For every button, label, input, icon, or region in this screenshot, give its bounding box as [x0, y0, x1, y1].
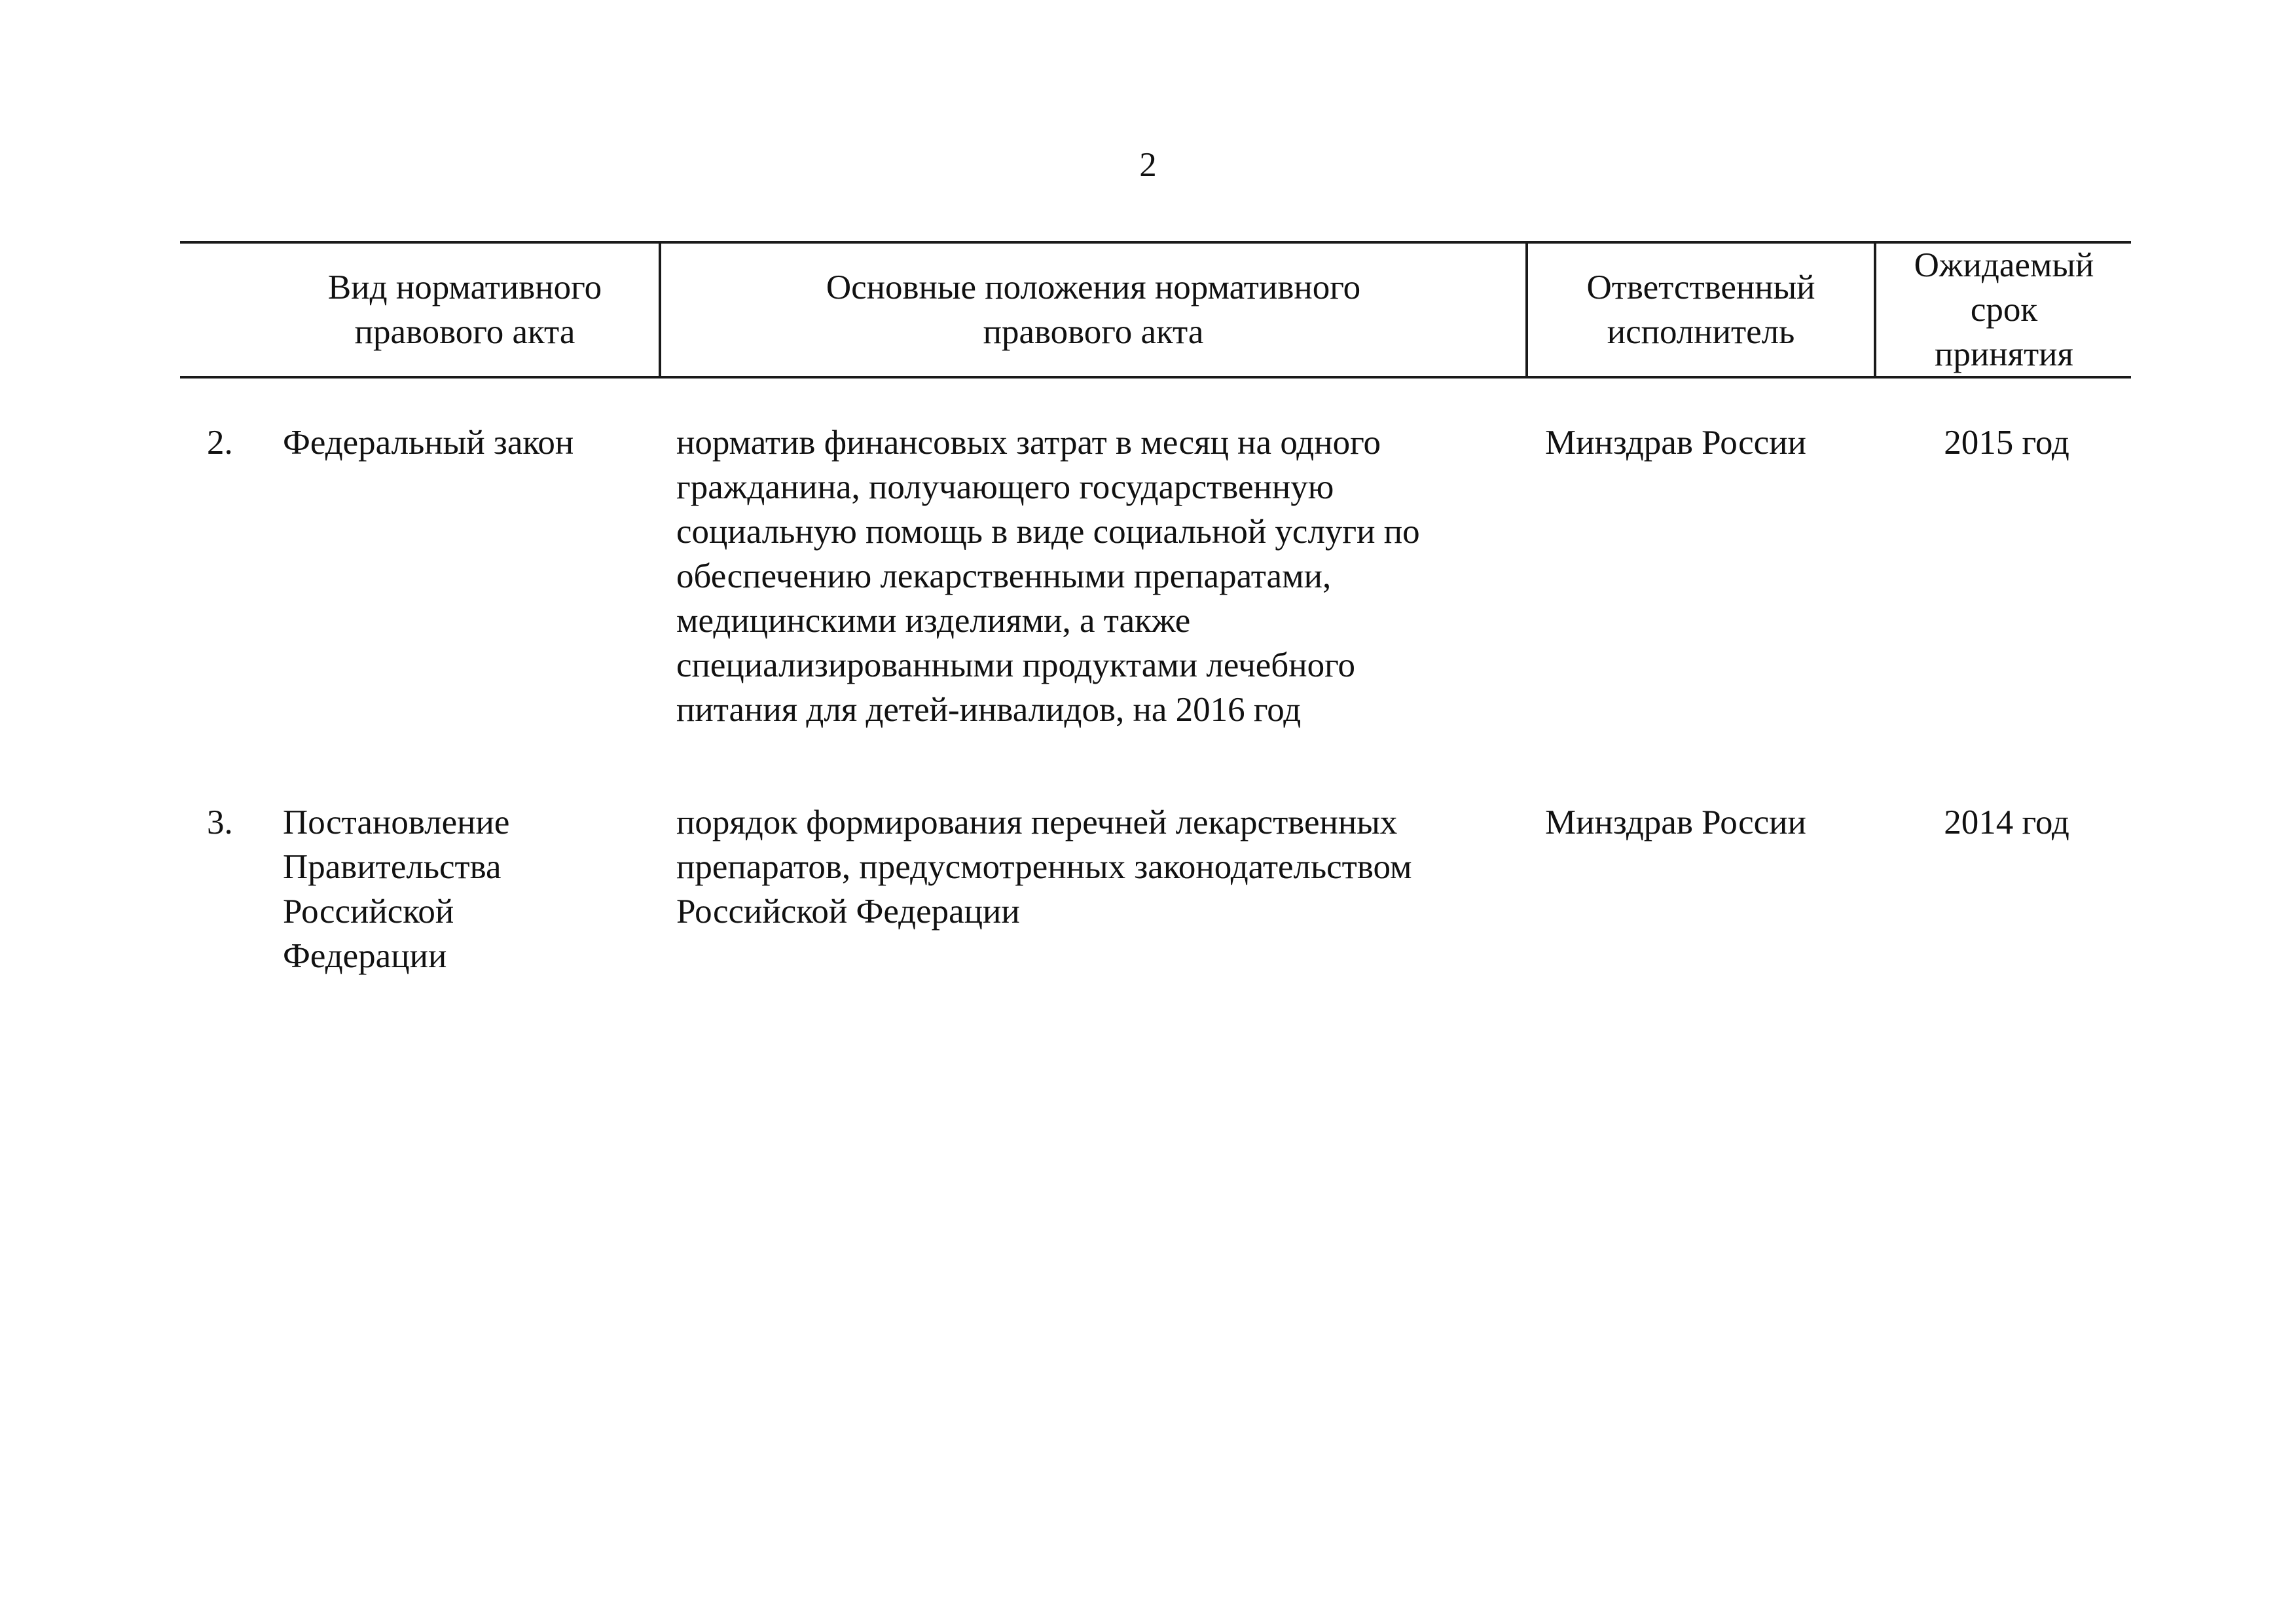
header-content: Основные положения нормативного правового акта — [826, 268, 1361, 351]
row-number: 3. — [207, 803, 233, 841]
row-act-type: Федеральный закон — [283, 424, 574, 462]
row-date: 2014 год — [1944, 803, 2069, 841]
page-number: 2 — [1139, 146, 1157, 184]
row-content: норматив финансовых затрат в месяц на одного гражданина, получающего государственную социальную помощь в виде социальной услуги по обеспечению лекарственными препаратами, медицинскими изделиями, а также специализированными продуктами лечебного питания для детей-инвалидов, на 2016 год — [676, 424, 1420, 729]
header-executor: Ответственный исполнитель — [1586, 268, 1815, 351]
row-number: 2. — [207, 424, 233, 462]
header-date: Ожидаемый срок принятия — [1914, 246, 2094, 373]
row-executor: Минздрав России — [1545, 803, 1806, 841]
row-executor: Минздрав России — [1545, 424, 1806, 462]
row-date: 2015 год — [1944, 424, 2069, 462]
header-type: Вид нормативного правового акта — [327, 268, 602, 351]
row-act-type: Постановление Правительства Российской Федерации — [283, 803, 510, 975]
row-content: порядок формирования перечней лекарственных препаратов, предусмотренных законодательством Российской Федерации — [676, 803, 1412, 931]
